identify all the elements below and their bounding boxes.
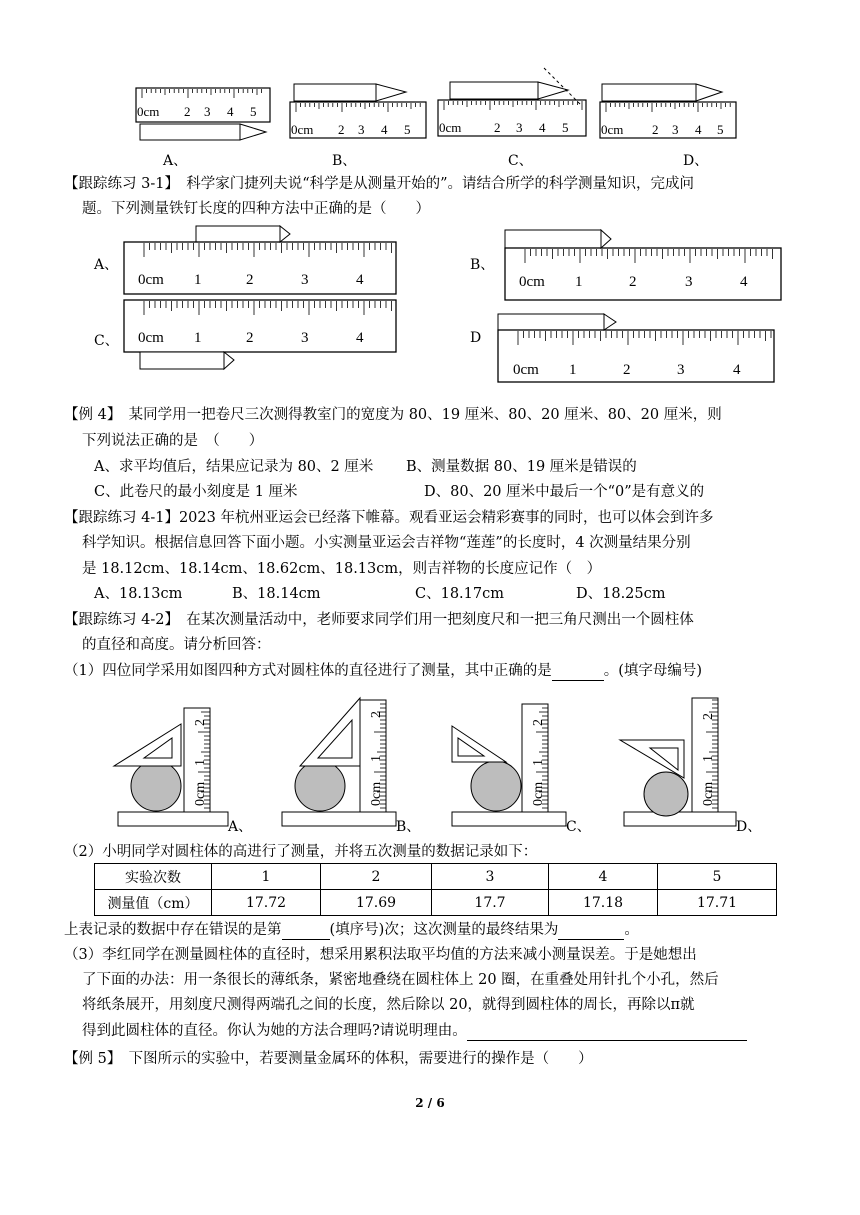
ex4-2-q3-line3: 将纸条展开，用刻度尺测得两端孔之间的长度，然后除以 20，就得到圆柱体的周长，再除以π就	[82, 997, 695, 1013]
table-cell: 1	[212, 864, 321, 890]
page-number: 2 / 6	[415, 1096, 445, 1110]
svg-text:1: 1	[531, 759, 546, 766]
svg-text:3: 3	[672, 122, 679, 137]
final-result-blank[interactable]	[558, 923, 624, 940]
ex4-2-q3-line4: 得到此圆柱体的直径。你认为她的方法合理吗?请说明理由。	[82, 1021, 747, 1041]
cylinder-figure-a	[114, 708, 228, 826]
svg-text:4: 4	[733, 362, 741, 378]
svg-text:2: 2	[193, 719, 208, 726]
figure-b-ruler	[290, 84, 426, 138]
svg-text:0cm: 0cm	[137, 104, 160, 119]
svg-text:0cm: 0cm	[519, 274, 545, 290]
measurement-table	[94, 863, 777, 916]
ex4-option-d: D、80、20 厘米中最后一个“0”是有意义的	[424, 484, 705, 500]
cylinder-figure-d	[620, 698, 736, 826]
ex4-option-a: A、求平均值后，结果应记录为 80、2 厘米	[94, 459, 374, 475]
cylinder-measure-figures	[0, 690, 860, 840]
svg-text:4: 4	[539, 120, 546, 135]
ex3-1-question-line2: 题。下列测量铁钉长度的四种方法中正确的是（ ）	[82, 201, 430, 217]
ex4-2-question-line1: 【跟踪练习 4-2】 在某次测量活动中，老师要求同学们用一把刻度尺和一把三角尺测出一个圆柱体	[64, 612, 694, 628]
svg-text:0cm: 0cm	[601, 122, 624, 137]
table-cell: 17.69	[321, 890, 432, 916]
ex4-1-option-d: D、18.25cm	[576, 586, 666, 602]
svg-text:2: 2	[531, 719, 546, 726]
svg-text:1: 1	[369, 755, 384, 762]
top-option-c: C、	[508, 153, 533, 169]
ex3-1-option-a: A、	[94, 257, 119, 273]
cylinder-option-d: D、	[736, 819, 762, 835]
svg-text:2: 2	[494, 120, 501, 135]
ex3-1-figure-d	[498, 314, 774, 382]
cylinder-option-c: C、	[566, 819, 591, 835]
svg-text:2: 2	[652, 122, 659, 137]
svg-text:0cm: 0cm	[138, 272, 164, 288]
svg-text:4: 4	[356, 272, 364, 288]
svg-text:2: 2	[184, 104, 191, 119]
svg-text:1: 1	[575, 274, 583, 290]
svg-text:2: 2	[701, 713, 716, 720]
table-row	[95, 890, 777, 916]
figure-d-ruler	[600, 84, 736, 138]
ex4-2-q2-answer-line: 上表记录的数据中存在错误的是第 (填序号)次；这次测量的最终结果为 。	[64, 922, 639, 938]
svg-text:1: 1	[701, 755, 716, 762]
ex4-2-q1: （1）四位同学采用如图四种方式对圆柱体的直径进行了测量，其中正确的是 。(填字母编号)	[64, 663, 703, 679]
svg-text:2: 2	[629, 274, 637, 290]
svg-text:0cm: 0cm	[369, 781, 384, 806]
svg-text:3: 3	[301, 272, 309, 288]
ex4-question-line2: 下列说法正确的是 （ ）	[82, 433, 264, 449]
svg-text:0cm: 0cm	[531, 781, 546, 806]
ex3-1-option-c: C、	[94, 333, 119, 349]
svg-text:0cm: 0cm	[701, 781, 716, 806]
ex3-1-figure-b	[505, 230, 781, 300]
ex4-option-b: B、测量数据 80、19 厘米是错误的	[406, 459, 637, 475]
svg-text:0cm: 0cm	[513, 362, 539, 378]
wrong-trial-blank[interactable]	[282, 923, 330, 940]
table-cell: 2	[321, 864, 432, 890]
svg-text:1: 1	[194, 330, 202, 346]
svg-text:2: 2	[246, 272, 254, 288]
svg-text:1: 1	[193, 759, 208, 766]
svg-text:0cm: 0cm	[138, 330, 164, 346]
top-option-a: A、	[163, 153, 188, 169]
cylinder-figure-b	[282, 698, 396, 826]
ex3-1-ruler-figures	[0, 220, 860, 390]
q1-answer-blank[interactable]	[552, 664, 604, 681]
ex4-1-question-line1: 【跟踪练习 4-1】2023 年杭州亚运会已经落下帷幕。观看亚运会精彩赛事的同时，也可以体会到许多	[64, 510, 714, 526]
ex4-1-option-c: C、18.17cm	[415, 586, 504, 602]
svg-text:0cm: 0cm	[193, 781, 208, 806]
svg-text:0cm: 0cm	[439, 120, 462, 135]
svg-text:5: 5	[717, 122, 724, 137]
svg-text:5: 5	[250, 104, 257, 119]
svg-text:3: 3	[358, 122, 365, 137]
svg-text:4: 4	[356, 330, 364, 346]
table-header-trials: 实验次数	[95, 864, 212, 890]
ex4-1-question-line2: 科学知识。根据信息回答下面小题。小实测量亚运会吉祥物“莲莲”的长度时，4 次测量结果分别	[82, 535, 691, 551]
ex3-1-figure-a	[124, 226, 396, 294]
svg-text:3: 3	[516, 120, 523, 135]
table-cell: 4	[549, 864, 658, 890]
svg-text:5: 5	[562, 120, 569, 135]
svg-text:4: 4	[695, 122, 702, 137]
table-cell: 17.71	[658, 890, 777, 916]
svg-text:4: 4	[227, 104, 234, 119]
svg-text:2: 2	[338, 122, 345, 137]
ex4-2-q2: （2）小明同学对圆柱体的高进行了测量，并将五次测量的数据记录如下：	[64, 844, 538, 860]
svg-text:4: 4	[381, 122, 388, 137]
table-cell: 17.18	[549, 890, 658, 916]
cylinder-figure-c	[452, 704, 566, 826]
svg-text:1: 1	[569, 362, 577, 378]
top-option-b: B、	[332, 153, 357, 169]
ex4-1-option-a: A、18.13cm	[94, 586, 183, 602]
table-row	[95, 864, 777, 890]
ex4-2-question-line2: 的直径和高度。请分析回答：	[82, 637, 271, 653]
cylinder-option-b: B、	[396, 819, 421, 835]
ex4-2-q3-line1: （3）李红同学在测量圆柱体的直径时，想采用累积法取平均值的方法来减小测量误差。于是她想出	[64, 947, 697, 963]
ex3-1-figure-c	[124, 300, 396, 369]
svg-text:5: 5	[404, 122, 411, 137]
ex3-1-option-b: B、	[470, 257, 495, 273]
figure-a-ruler	[136, 88, 270, 140]
table-cell: 5	[658, 864, 777, 890]
table-cell: 3	[432, 864, 549, 890]
figure-c-ruler	[438, 68, 586, 136]
svg-text:2: 2	[623, 362, 631, 378]
ex3-1-option-d: D	[470, 330, 482, 346]
ex4-2-q3-line2: 了下面的办法：用一条很长的薄纸条，紧密地叠绕在圆柱体上 20 圈，在重叠处用针扎个小孔，然后	[82, 972, 719, 988]
svg-text:3: 3	[685, 274, 693, 290]
q3-reason-blank[interactable]	[467, 1024, 747, 1041]
svg-text:3: 3	[677, 362, 685, 378]
svg-text:1: 1	[194, 272, 202, 288]
svg-text:3: 3	[301, 330, 309, 346]
ex4-1-option-b: B、18.14cm	[232, 586, 321, 602]
table-cell: 17.7	[432, 890, 549, 916]
table-cell: 17.72	[212, 890, 321, 916]
top-ruler-figures	[0, 60, 860, 150]
svg-text:3: 3	[204, 104, 211, 119]
svg-text:2: 2	[369, 711, 384, 718]
table-header-values: 测量值（cm）	[95, 890, 212, 916]
ex3-1-question-line1: 【跟踪练习 3-1】 科学家门捷列夫说“科学是从测量开始的”。请结合所学的科学测量知识，完成问	[64, 176, 695, 192]
svg-text:4: 4	[740, 274, 748, 290]
ex4-question-line1: 【例 4】 某同学用一把卷尺三次测得教室门的宽度为 80、19 厘米、80、20 厘米、80、20 厘米，则	[64, 407, 722, 423]
svg-text:0cm: 0cm	[291, 122, 314, 137]
svg-text:2: 2	[246, 330, 254, 346]
ex4-option-c: C、此卷尺的最小刻度是 1 厘米	[94, 484, 298, 500]
ex4-1-question-line3: 是 18.12cm、18.14cm、18.62cm、18.13cm，则吉祥物的长度应记作（ ）	[82, 561, 602, 577]
top-option-d: D、	[683, 153, 709, 169]
ex5-question-line1: 【例 5】 下图所示的实验中，若要测量金属环的体积，需要进行的操作是（ ）	[64, 1051, 593, 1067]
cylinder-option-a: A、	[228, 819, 253, 835]
